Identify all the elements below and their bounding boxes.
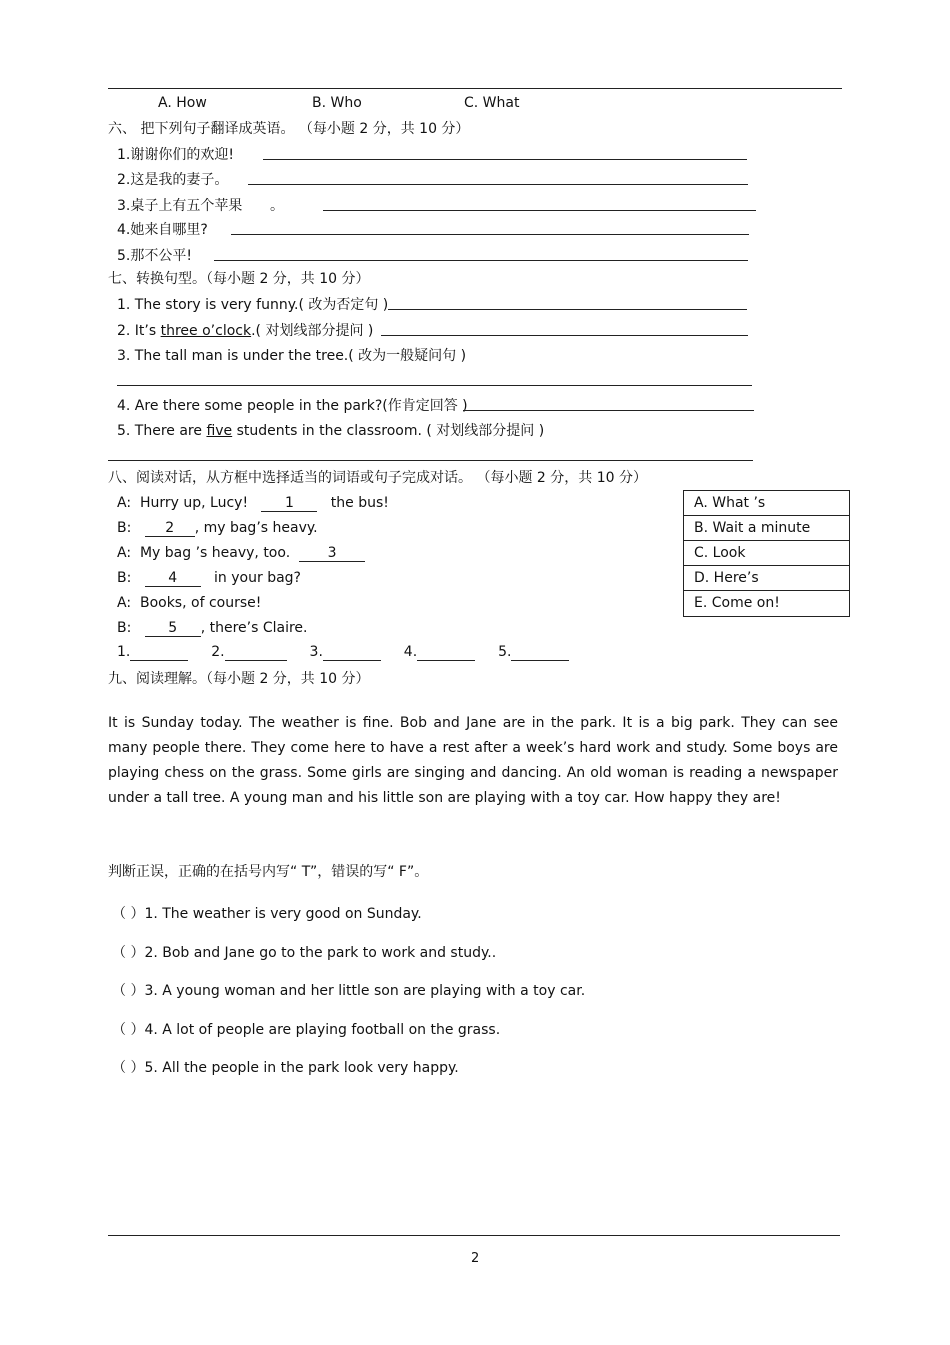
choice-e: E. Come on!: [694, 595, 780, 611]
s6-answer-line-2[interactable]: [248, 184, 748, 185]
option-a: A. How: [158, 95, 207, 111]
answer-label-5: 5.: [498, 644, 512, 660]
choice-b: B. Wait a minute: [684, 516, 849, 541]
choice-box: [683, 490, 850, 617]
section-8-heading: 八、阅读对话，从方框中选择适当的词语或句子完成对话。 （每小题 2 分，共 10 分）: [108, 470, 647, 486]
s7-answer-line-2[interactable]: [381, 335, 748, 336]
s6-answer-line-3[interactable]: [323, 210, 756, 211]
s6-answer-line-4[interactable]: [231, 234, 749, 235]
option-c: C. What: [464, 95, 520, 111]
s6-item-4: 4.她来自哪里?: [117, 222, 208, 238]
section-7-heading: 七、转换句型。（每小题 2 分，共 10 分）: [108, 271, 370, 287]
dialog-blank-1[interactable]: 1: [261, 495, 317, 512]
dialog-line-1: [117, 495, 389, 512]
dialog-line-4: [117, 570, 301, 587]
dialog-text: Books, of course!: [139, 595, 262, 611]
tf-item-5: （ ）5. All the people in the park look very happy.: [112, 1060, 459, 1076]
bottom-rule: [108, 1235, 840, 1236]
tf-item-3: （ ）3. A young woman and her little son are playing with a toy car.: [112, 983, 586, 999]
dialog-text: the bus!: [330, 495, 389, 511]
choice-d: D. Here’s: [684, 566, 849, 591]
choice-a: A. What ’s: [684, 491, 849, 516]
answer-blank-5[interactable]: [511, 644, 569, 661]
page-number: 2: [471, 1251, 480, 1266]
answer-blank-3[interactable]: [323, 644, 381, 661]
answer-row: [117, 644, 569, 661]
answer-blank-4[interactable]: [417, 644, 475, 661]
speaker: A:: [117, 495, 132, 511]
speaker: A:: [117, 595, 132, 611]
answer-label-3: 3.: [309, 644, 323, 660]
option-b: B. Who: [312, 95, 362, 111]
answer-label-2: 2.: [211, 644, 225, 660]
dialog-line-5: [117, 595, 261, 611]
speaker: A:: [117, 545, 132, 561]
s7-item-2-post: .( 对划线部分提问 ): [251, 323, 374, 339]
dialog-blank-4[interactable]: 4: [145, 570, 201, 587]
s6-item-3-suffix: 。: [270, 198, 284, 214]
s7-item-5-underlined: five: [206, 423, 233, 439]
dialog-line-2: [117, 520, 318, 537]
tf-item-2: （ ）2. Bob and Jane go to the park to work and study..: [112, 945, 497, 961]
answer-blank-1[interactable]: [130, 644, 188, 661]
s7-item-2-pre: 2. It’s: [117, 323, 161, 339]
s7-answer-line-4[interactable]: [463, 410, 754, 411]
dialog-line-3: [117, 545, 365, 562]
s7-answer-line-3[interactable]: [117, 385, 752, 386]
speaker: B:: [117, 570, 132, 586]
dialog-text: My bag ’s heavy, too.: [139, 545, 291, 561]
answer-label-4: 4.: [403, 644, 418, 660]
s6-answer-line-1[interactable]: [263, 159, 747, 160]
s6-item-3: 3.桌子上有五个苹果: [117, 198, 243, 214]
dialog-text: in your bag?: [214, 570, 301, 586]
s7-item-2: [117, 320, 373, 340]
s7-item-1: 1. The story is very funny.( 改为否定句 ): [117, 297, 389, 313]
s7-item-5-pre: 5. There are: [117, 423, 207, 439]
s7-item-5-post: students in the classroom. ( 对划线部分提问 ): [232, 423, 545, 439]
dialog-text: Hurry up, Lucy!: [139, 495, 249, 511]
top-rule: [108, 88, 842, 89]
s7-answer-line-5[interactable]: [108, 460, 753, 461]
dialog-blank-3[interactable]: 3: [299, 545, 365, 562]
s7-item-2-underlined: three o’clock: [160, 323, 252, 339]
tf-item-4: （ ）4. A lot of people are playing football on the grass.: [112, 1022, 501, 1038]
dialog-text: , there’s Claire.: [200, 620, 308, 636]
s6-item-2: 2.这是我的妻子。: [117, 172, 229, 188]
s7-item-4: 4. Are there some people in the park?(作肯定回答 ): [117, 398, 468, 414]
s6-item-5: 5.那不公平!: [117, 248, 192, 264]
choice-c: C. Look: [684, 541, 849, 566]
s6-answer-line-5[interactable]: [214, 260, 748, 261]
reading-passage: It is Sunday today. The weather is fine. Bob and Jane are in the park. It is a big park. They can see many people there. They come here to have a rest after a week’s hard work and study. Some boys are playing chess on the grass. Some girls are singing and dancing. An old woman is reading a newspaper under a tall tree. A young man and his little son are playing with a toy car. How happy they are!: [108, 715, 838, 806]
tf-item-1: （ ）1. The weather is very good on Sunday.: [112, 906, 422, 922]
answer-blank-2[interactable]: [225, 644, 287, 661]
answer-label-1: 1.: [117, 644, 131, 660]
dialog-blank-5[interactable]: 5: [145, 620, 201, 637]
speaker: B:: [117, 620, 132, 636]
dialog-line-6: [117, 620, 307, 637]
dialog-text: , my bag’s heavy.: [194, 520, 318, 536]
section-9-heading: 九、阅读理解。（每小题 2 分，共 10 分）: [108, 671, 370, 687]
tf-instruction: 判断正误，正确的在括号内写“ T”，错误的写“ F”。: [108, 864, 429, 880]
s6-item-1: 1.谢谢你们的欢迎!: [117, 147, 234, 163]
speaker: B:: [117, 520, 132, 536]
s7-item-3: 3. The tall man is under the tree.( 改为一般疑问句 ): [117, 348, 467, 364]
section-6-heading: 六、 把下列句子翻译成英语。 （每小题 2 分，共 10 分）: [108, 121, 470, 137]
s7-item-5: [117, 420, 544, 440]
dialog-blank-2[interactable]: 2: [145, 520, 195, 537]
s7-answer-line-1[interactable]: [388, 309, 747, 310]
